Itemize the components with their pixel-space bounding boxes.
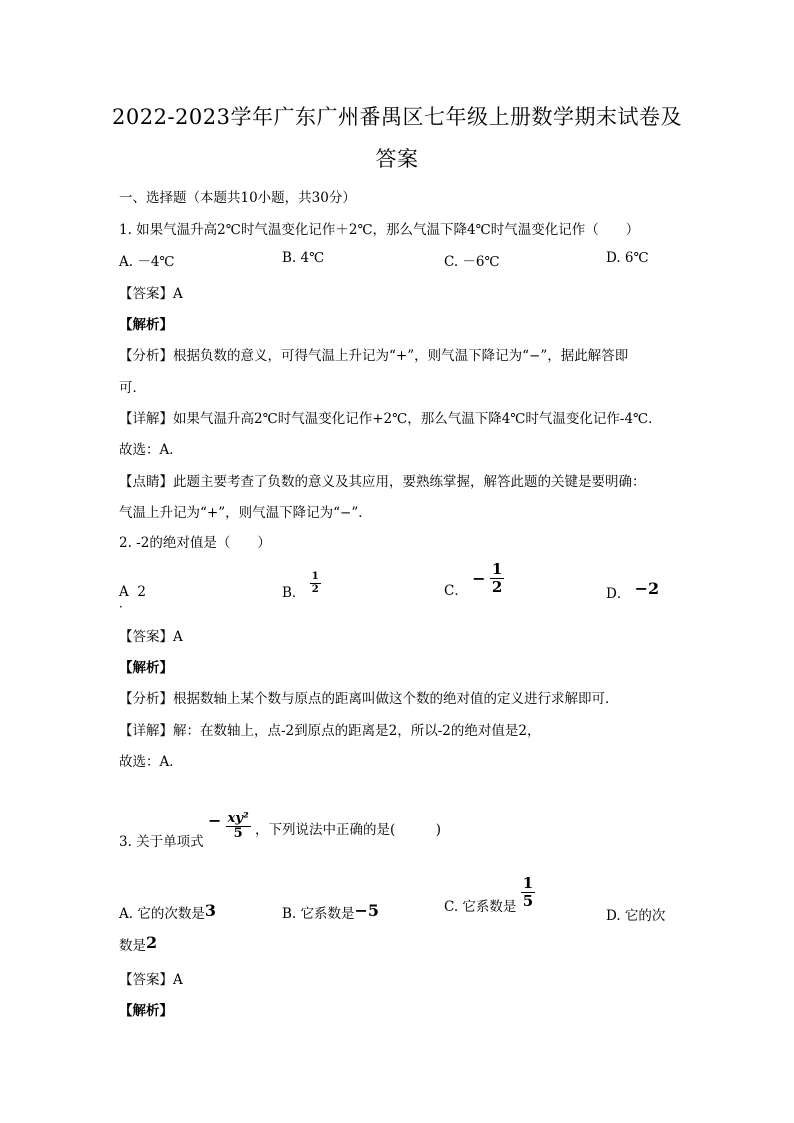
q3-option-d: D. 它的次	[606, 908, 666, 924]
q2-option-b-denominator: 2	[311, 583, 319, 595]
q2-option-b-label: B．	[282, 585, 306, 602]
q2-option-a-dot: ．	[119, 596, 132, 610]
q3-option-b-text: B. 它系数是	[282, 906, 355, 922]
q2-option-a-value: 2	[137, 584, 146, 600]
q3-expression-sign: −	[207, 810, 222, 830]
q3-expression-numerator: xy²	[227, 811, 249, 826]
q1-fenxi-line-2: 可．	[119, 380, 146, 396]
q3-option-b-value: −5	[354, 901, 380, 920]
q2-option-d	[606, 579, 660, 602]
q3-option-c	[444, 874, 535, 915]
q2-option-c-numerator: 1	[491, 560, 503, 578]
q1-dianjing-line-1: 【点睛】此题主要考查了负数的意义及其应用，要熟练掌握，解答此题的关键是要明确：	[119, 474, 646, 490]
q2-option-b	[282, 571, 321, 602]
q3-answer: 【答案】A	[119, 972, 183, 988]
q2-option-b-fraction	[310, 572, 321, 595]
q3-option-c-fraction	[521, 876, 535, 909]
q1-fenxi-line-1: 【分析】根据负数的意义，可得气温上升记为“+”，则气温下降记为“−”，据此解答即	[119, 348, 629, 364]
q1-xiangjie: 【详解】如果气温升高2℃时气温变化记作+2℃，那么气温下降4℃时气温变化记作-4℃．	[119, 411, 662, 427]
q2-option-d-label: D．	[606, 586, 631, 602]
q3-option-c-numerator: 1	[522, 874, 534, 892]
q3-expression-fraction	[226, 812, 251, 841]
q2-guxuan: 故选：A．	[119, 754, 183, 770]
q3-option-c-text: C. 它系数是	[444, 898, 517, 915]
q3-analysis-label: 【解析】	[119, 1003, 173, 1019]
q2-option-c-denominator: 2	[491, 577, 503, 596]
q2-xiangjie: 【详解】解：在数轴上，点-2到原点的距离是2，所以-2的绝对值是2，	[119, 723, 541, 739]
q1-dianjing-line-2: 气温上升记为“+”，则气温下降记为“−”．	[119, 505, 372, 521]
q2-option-c	[444, 560, 504, 599]
q1-option-a: A. －4℃	[119, 254, 175, 270]
q1-analysis-label: 【解析】	[119, 317, 173, 333]
q1-answer: 【答案】A	[119, 286, 183, 302]
q1-option-d: D. 6℃	[606, 250, 649, 266]
q3-stem	[119, 810, 442, 851]
q3-expression-denominator: 5	[233, 825, 243, 841]
q2-option-c-sign: −	[472, 569, 486, 589]
q2-answer: 【答案】A	[119, 629, 183, 645]
document-title-line-1: 2022-2023学年广东广州番禺区七年级上册数学期末试卷及	[112, 105, 682, 129]
q2-stem: 2. -2的绝对值是（ ）	[119, 535, 271, 551]
q2-option-c-fraction	[490, 562, 504, 595]
q3-option-d-value: 2	[146, 933, 158, 952]
q2-option-a-label: A	[119, 584, 129, 600]
section-heading: 一、选择题（本题共10小题，共30分）	[119, 190, 356, 206]
q3-option-a-value: 3	[204, 901, 216, 920]
q1-option-b: B. 4℃	[282, 250, 325, 266]
q2-option-d-value: −2	[634, 579, 660, 598]
q1-guxuan: 故选：A．	[119, 442, 183, 458]
q3-stem-suffix: ，下列说法中正确的是( )	[254, 822, 442, 839]
q3-stem-prefix: 3. 关于单项式	[119, 834, 204, 851]
q3-option-d-cont-text: 数是	[119, 938, 146, 954]
q2-option-c-label: C．	[444, 582, 468, 599]
q3-option-d-continued	[119, 934, 157, 954]
document-title-line-2: 答案	[375, 147, 419, 171]
q2-fenxi: 【分析】根据数轴上某个数与原点的距离叫做这个数的绝对值的定义进行求解即可．	[119, 691, 619, 707]
q3-option-c-denominator: 5	[522, 891, 534, 910]
q3-option-a-text: A. 它的次数是	[119, 906, 205, 922]
q1-option-c: C. －6℃	[444, 254, 500, 270]
q2-analysis-label: 【解析】	[119, 660, 173, 676]
q3-option-b	[282, 902, 379, 922]
q2-option-b-numerator: 1	[311, 571, 319, 582]
q3-option-a	[119, 902, 216, 922]
q1-stem: 1. 如果气温升高2℃时气温变化记作＋2℃，那么气温下降4℃时气温变化记作（ ）	[119, 222, 640, 238]
